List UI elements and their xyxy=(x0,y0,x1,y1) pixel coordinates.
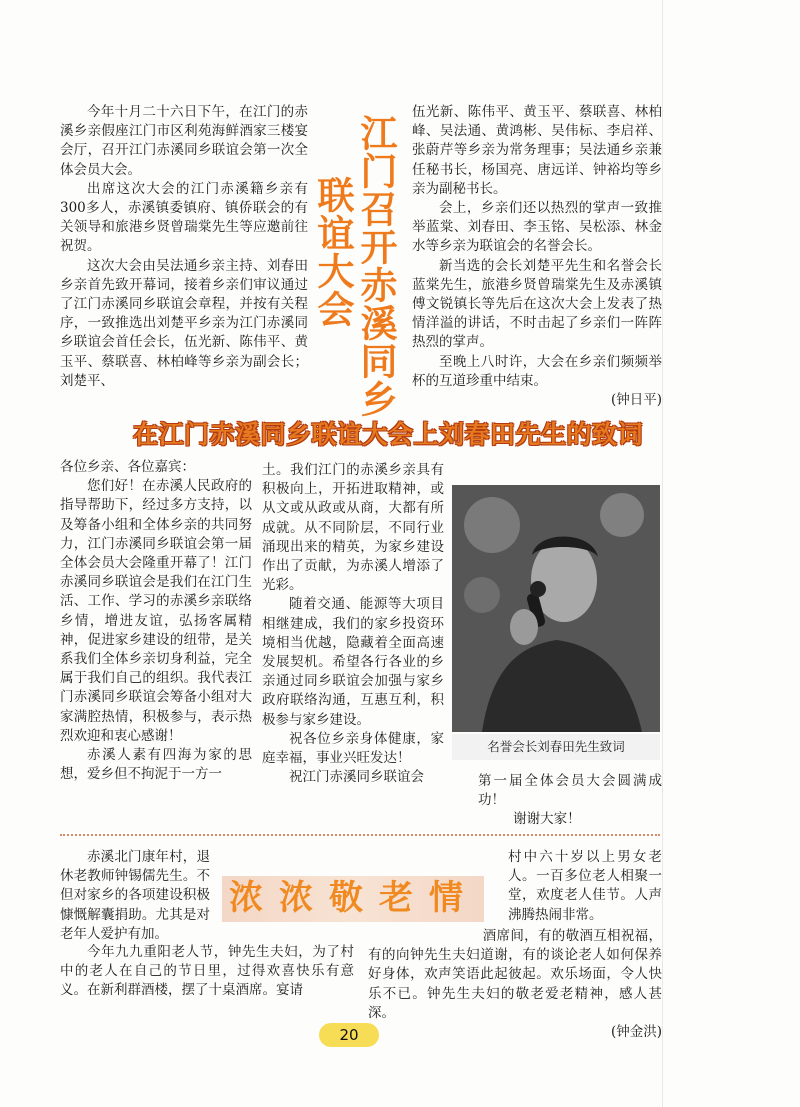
paragraph: 赤溪北门康年村，退休老教师钟锡儒先生。不但对家乡的各项建设积极慷慨解囊捐助。尤其是对老年人爱护有加。 xyxy=(60,849,210,942)
speaker-photo-image xyxy=(452,485,660,732)
article2-headline: 在江门赤溪同乡联谊大会上刘春田先生的致词 xyxy=(132,420,643,449)
paragraph: 第一届全体会员大会圆满成功！ xyxy=(478,773,662,809)
paragraph: 赤溪人素有四海为家的思想，爱乡但不拘泥于一方一 xyxy=(60,747,252,783)
article3-left-top xyxy=(60,848,210,944)
paragraph: 伍光新、陈伟平、黄玉平、蔡联喜、林柏峰、吴法通、黄鸿彬、吴伟标、李启祥、张蔚芹等乡亲为常务理事；吴法通乡亲兼任秘书长，杨国亮、唐远详、钟裕均等乡亲为副秘书长。 xyxy=(412,104,662,197)
article3-right-top xyxy=(508,848,662,925)
paragraph: 出席这次大会的江门赤溪籍乡亲有300多人，赤溪镇委镇府、镇侨联会的有关领导和旅港乡贤曾瑞棠先生等应邀前往祝贺。 xyxy=(60,180,308,255)
paragraph: 今年九九重阳老人节，钟先生夫妇，为了村中的老人在自己的节日里，过得欢喜快乐有意义。在新利群酒楼，摆了十桌酒席。宴请 xyxy=(60,944,354,999)
speaker-photo xyxy=(452,485,660,732)
page-number: 20 xyxy=(319,1023,379,1047)
article2-col3 xyxy=(478,772,662,830)
paragraph: 今年十月二十六日下午，在江门的赤溪乡亲假座江门市区利苑海鲜酒家三楼宴会厅，召开江门赤溪同乡联谊会第一次全体会员大会。 xyxy=(60,104,308,178)
photo-caption: 名誉会长刘春田先生致词 xyxy=(452,734,660,760)
paragraph: 新当选的会长刘楚平先生和名誉会长蓝棠先生，旅港乡贤曾瑞棠先生及赤溪镇傅文锐镇长等先后在这次大会上发表了热情洋溢的讲话，不时击起了乡亲们一阵阵热烈的掌声。 xyxy=(412,257,662,351)
section-divider xyxy=(60,834,660,836)
closing: 谢谢大家！ xyxy=(513,811,581,828)
paragraph: 祝各位乡亲身体健康，家庭幸福，事业兴旺发达！ xyxy=(262,730,444,767)
author: (钟日平) xyxy=(610,392,662,409)
paragraph: 村中六十岁以上男女老人。一百多位老人相聚一堂，欢度老人佳节。人声沸腾热闹非常。 xyxy=(508,849,662,923)
article1-title-col-left: 联谊大会 xyxy=(311,176,354,328)
article3-right-bottom xyxy=(368,927,662,1042)
page-edge xyxy=(662,0,663,1107)
salutation: 各位乡亲、各位嘉宾： xyxy=(60,459,195,475)
paragraph: 这次大会由吴法通乡亲主持、刘春田乡亲首先致开幕词，接着乡亲们审议通过了江门赤溪同乡联谊会章程，并按有关程序，一致推选出刘楚平乡亲为江门赤溪同乡联谊会首任会长，伍光新、陈伟平、黄玉平、蔡联喜、林柏峰等乡亲为副会长；刘楚平、 xyxy=(60,257,308,389)
paragraph: 您们好！在赤溪人民政府的指导帮助下，经过多方支持，以及筹备小组和全体乡亲的共同努力，江门赤溪同乡联谊会第一届全体会员大会隆重开幕了！江门赤溪同乡联谊会是我们在江门生活、工作、学习的赤溪乡亲联络乡情，增进友谊，弘扬客属精神，促进家乡建设的纽带，是关系我们全体乡亲切身利益，完全属于我们自己的组织。我代表江门赤溪同乡联谊会筹备小组对大家满腔热情，积极参与，表示热烈欢迎和衷心感谢！ xyxy=(60,478,252,744)
article3-title: 浓浓敬老情 xyxy=(229,878,479,918)
article1-title-col-right: 江门召开赤溪同乡 xyxy=(354,114,397,418)
author: (钟金洪) xyxy=(610,1024,662,1041)
article3-left-bottom xyxy=(60,943,354,1001)
article1-col2 xyxy=(412,103,662,410)
article2-col2 xyxy=(262,461,444,787)
article1-col1 xyxy=(60,103,308,391)
paragraph: 酒席间，有的敬酒互相祝福，有的向钟先生夫妇道谢，有的谈论老人如何保养好身体，欢声笑语此起彼起。欢乐场面，令人快乐不已。钟先生夫妇的敬老爱老精神，感人甚深。 xyxy=(368,928,662,1021)
paragraph: 至晚上八时许，大会在乡亲们频频举杯的互道珍重中结束。 xyxy=(412,353,662,389)
paragraph: 会上，乡亲们还以热烈的掌声一致推举蓝棠、刘春田、李玉铭、吴松添、林金水等乡亲为联谊会的名誉会长。 xyxy=(412,200,662,255)
paragraph: 祝江门赤溪同乡联谊会 xyxy=(289,769,424,786)
paragraph: 土。我们江门的赤溪乡亲具有积极向上，开拓进取精神，或从文或从政或从商，大都有所成就。从不同阶层，不同行业涌现出来的精英，为家乡建设作出了贡献，为赤溪人增添了光彩。 xyxy=(262,462,444,594)
paragraph: 随着交通、能源等大项目相继建成，我们的家乡投资环境相当优越，隐藏着全面高速发展契机。希望各行各业的乡亲通过同乡联谊会加强与家乡政府联络沟通，互惠互利，积极参与家乡建设。 xyxy=(262,596,444,728)
article2-col1 xyxy=(60,458,252,784)
